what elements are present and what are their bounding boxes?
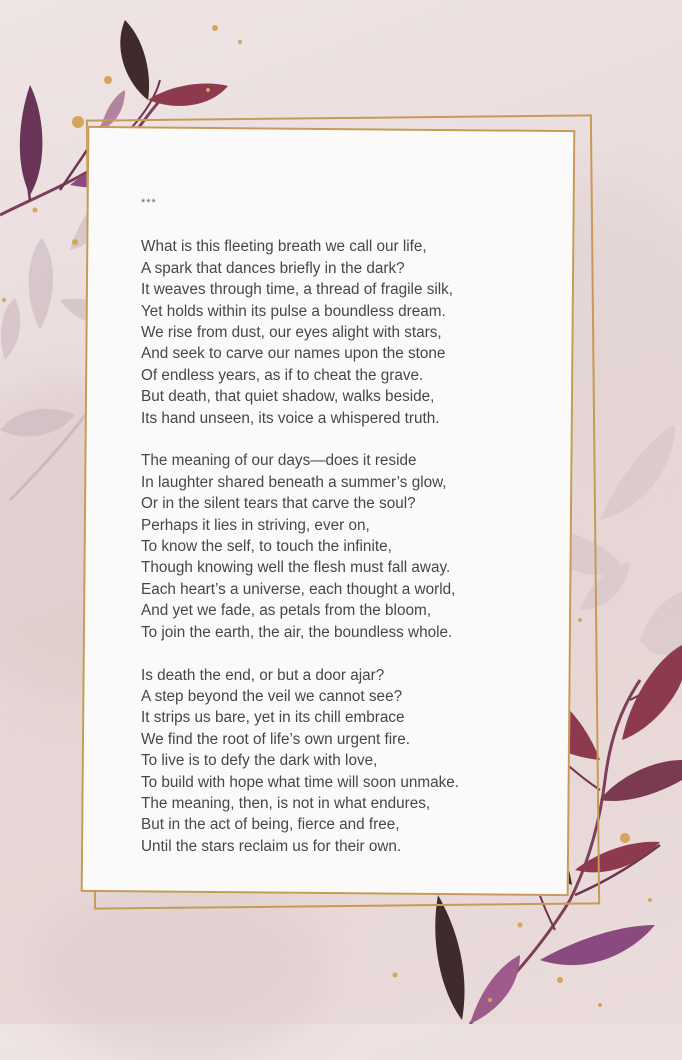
poem-line: We find the root of life’s own urgent fire. — [141, 730, 410, 748]
poem-line: In laughter shared beneath a summer’s glow, — [141, 473, 447, 491]
section-marker: *** — [141, 197, 157, 209]
poem-line: Each heart’s a universe, each thought a world, — [141, 580, 456, 598]
poem-line: Of endless years, as if to cheat the grave. — [141, 366, 424, 384]
poem-line: And yet we fade, as petals from the bloom, — [141, 602, 431, 620]
poem-line: A step beyond the veil we cannot see? — [141, 687, 403, 705]
poem-line: But in the act of being, fierce and free, — [141, 816, 400, 834]
stanza-3 — [141, 665, 581, 858]
poem-line: To build with hope what time will soon unmake. — [141, 773, 460, 791]
stanza-1 — [141, 236, 581, 429]
poem-line: A spark that dances briefly in the dark? — [141, 259, 405, 277]
poem-line: To know the self, to touch the infinite, — [141, 538, 392, 556]
poem-line: To join the earth, the air, the boundless whole. — [141, 623, 453, 641]
poem-line: And seek to carve our names upon the stone — [141, 345, 446, 363]
poem-line: Though knowing well the flesh must fall away. — [141, 559, 451, 577]
poem-line: We rise from dust, our eyes alight with stars, — [141, 324, 442, 342]
poem-line: Its hand unseen, its voice a whispered truth. — [141, 409, 440, 427]
poem-line: The meaning of our days—does it reside — [141, 452, 417, 470]
poem-line: Is death the end, or but a door ajar? — [141, 666, 385, 684]
poem-line: It strips us bare, yet in its chill embrace — [141, 709, 405, 727]
poem-line: But death, that quiet shadow, walks beside, — [141, 388, 435, 406]
poem-line: The meaning, then, is not in what endures, — [141, 794, 431, 812]
poem-line: Or in the silent tears that carve the soul? — [141, 495, 416, 513]
poem-line: Perhaps it lies in striving, ever on, — [141, 516, 370, 534]
poem-body — [141, 193, 581, 879]
poem-line: To live is to defy the dark with love, — [141, 752, 378, 770]
poem-line: What is this fleeting breath we call our life, — [141, 238, 427, 256]
poem-line: Until the stars reclaim us for their own. — [141, 837, 402, 855]
stanza-2 — [141, 450, 581, 643]
poem-line: It weaves through time, a thread of fragile silk, — [141, 281, 454, 299]
poem-line: Yet holds within its pulse a boundless dream. — [141, 302, 446, 320]
